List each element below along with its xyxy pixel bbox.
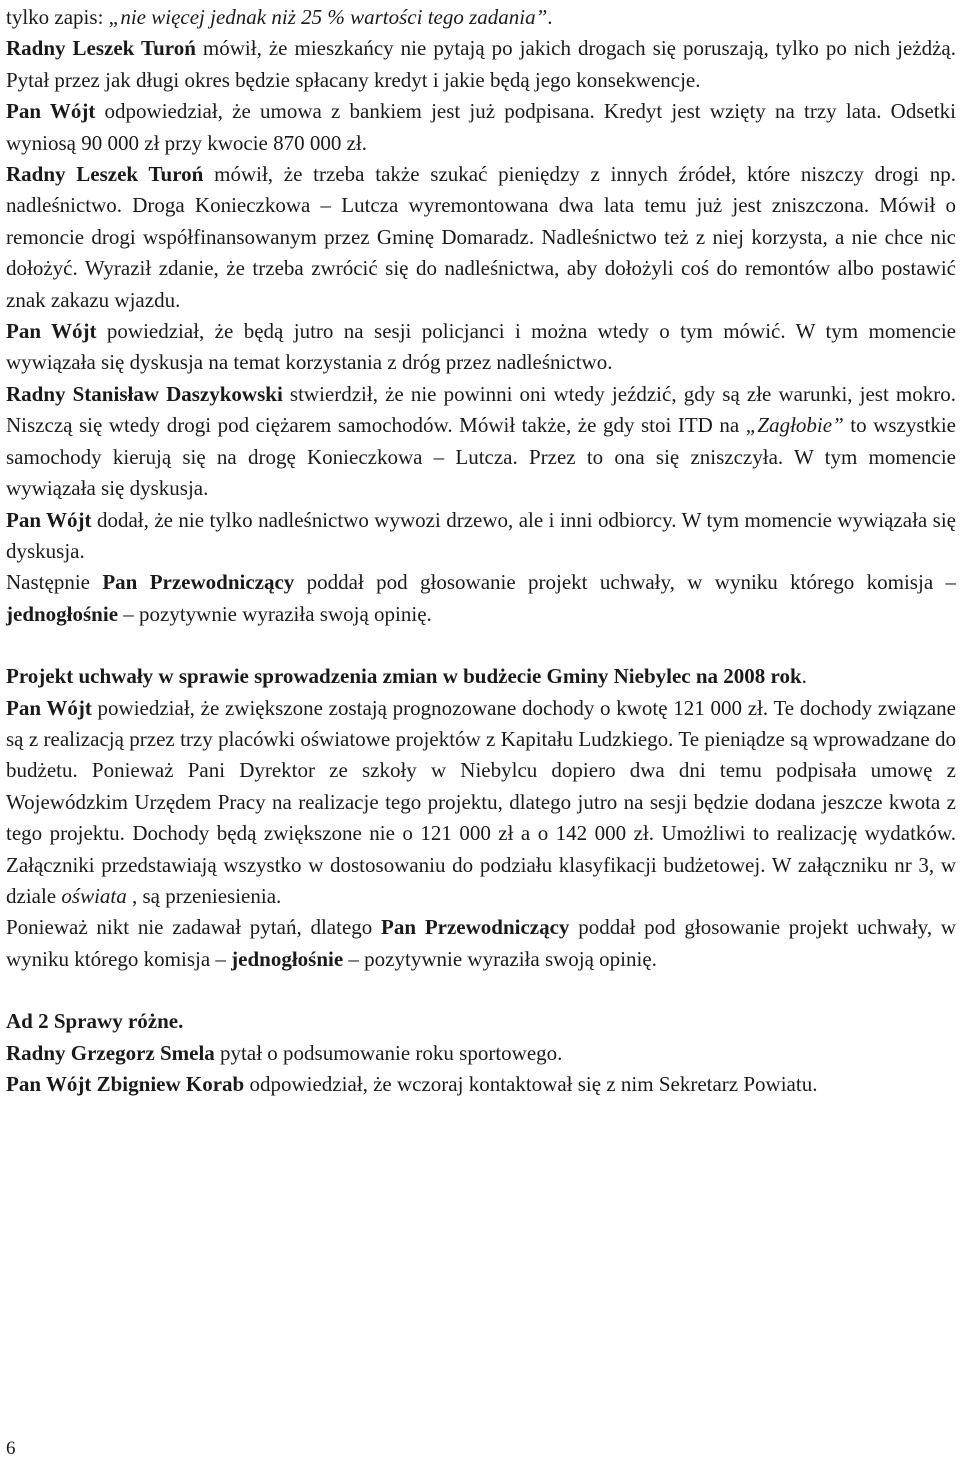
text-run: powiedział, że będą jutro na sesji policjanci i można wtedy o tym mówić. W tym momencie wywiązała się dyskusja na temat korzystania z dróg przez nadleśnictwo.	[6, 319, 956, 375]
paragraph-p1	[6, 2, 956, 33]
italic-text: „nie więcej jednak niż 25 % wartości tego zadania”	[108, 5, 548, 29]
bold-text: Pan Wójt	[6, 695, 92, 720]
text-run: odpowiedział, że umowa z bankiem jest już podpisana. Kredyt jest wzięty na trzy lata. Odsetki wyniosą 90 000 zł przy kwocie 870 000 zł.	[6, 99, 956, 155]
paragraph-p5	[6, 316, 956, 379]
bold-text: Pan Przewodniczący	[102, 570, 295, 595]
bold-text: jednogłośnie	[6, 601, 119, 626]
bold-text: Radny Stanisław Daszykowski	[6, 381, 283, 406]
text-run: to wszystkie samochody kierują się na drogę Konieczkowa – Lutcza. Przez to ona się zniszczyła. W tym momencie wywiązała się dyskusja.	[6, 413, 956, 501]
italic-text: oświata	[61, 883, 127, 908]
bold-text: Pan Wójt	[6, 507, 92, 532]
bold-text: Pan Wójt	[6, 319, 97, 344]
paragraph-p2	[6, 33, 956, 96]
italic-text: „Zagłobie”	[745, 413, 844, 438]
text-run: powiedział, że zwiększone zostają prognozowane dochody o kwotę 121 000 zł. Te dochody związane są z realizacją przez trzy placówki oświatowe projektów z Kapitału Ludzkiego. Te pieniądze są wprowadzane do budżetu. Ponieważ Pani Dyrektor ze szkoły w Niebylcu dopiero dwa dni temu podpisała umowę z Wojewódzkim Urzędem Pracy na realizacje tego projektu, dlatego jutro na sesji będzie dodana jeszcze kwota z tego projektu. Dochody będą zwiększone nie o 121 000 zł a o 142 000 zł. Umożliwi to realizację wydatków. Załączniki przedstawiają wszystko w dostosowaniu do podziału klasyfikacji budżetowej. W załączniku nr 3, w dziale	[6, 695, 956, 908]
text-run: tylko zapis:	[6, 5, 109, 29]
paragraph-p11	[6, 912, 956, 975]
bold-text: Pan Wójt	[6, 99, 96, 124]
text-run: stwierdził, że nie powinni oni wtedy jeździć, gdy są złe warunki, jest mokro. Niszczą się wtedy drogi pod ciężarem samochodów. Mówił także, że gdy stoi ITD na	[6, 381, 957, 438]
text-run: – pozytywnie wyraziła swoją opinię.	[118, 601, 432, 626]
paragraph-spacer	[6, 630, 956, 661]
paragraph-p3	[6, 96, 956, 159]
bold-text: Projekt uchwały w sprawie sprowadzenia zmian w budżecie Gminy Niebylec na 2008 rok	[6, 664, 802, 689]
paragraph-p4	[6, 159, 956, 316]
text-run: – pozytywnie wyraziła swoją opinię.	[343, 946, 657, 971]
bold-text: Radny Leszek Turoń	[6, 36, 196, 61]
paragraph-p8	[6, 567, 956, 630]
paragraph-spacer	[6, 975, 956, 1006]
text-run: Ponieważ nikt nie zadawał pytań, dlatego	[6, 915, 382, 940]
page-number: 6	[6, 1438, 16, 1459]
paragraph-p13	[6, 1038, 956, 1069]
bold-text: Ad 2 Sprawy różne.	[6, 1009, 184, 1034]
bold-text: Radny Leszek Turoń	[6, 162, 204, 187]
text-run: .	[547, 5, 553, 29]
paragraph-p9	[6, 661, 956, 692]
paragraph-p12	[6, 1006, 956, 1037]
text-run: Następnie	[6, 570, 103, 595]
bold-text: Radny Grzegorz Smela	[6, 1040, 215, 1065]
text-run: poddał pod głosowanie projekt uchwały, w wyniku którego komisja –	[294, 570, 956, 595]
bold-text: Pan Wójt Zbigniew Korab	[6, 1072, 245, 1096]
document-page	[6, 2, 956, 1100]
text-run: dodał, że nie tylko nadleśnictwo wywozi drzewo, ale i inni odbiorcy. W tym momencie wywiązała się dyskusja.	[6, 507, 956, 563]
paragraph-p7	[6, 505, 956, 568]
text-run: .	[801, 664, 807, 689]
paragraph-p10	[6, 693, 956, 913]
text-run: pytał o podsumowanie roku sportowego.	[214, 1040, 563, 1065]
text-run: mówił, że trzeba także szukać pieniędzy z innych źródeł, które niszczy drogi np. nadleśnictwo. Droga Konieczkowa – Lutcza wyremontowana dwa lata temu już jest zniszczona. Mówił o remoncie drogi współfinansowanym przez Gminę Domaradz. Nadleśnictwo też z niej korzysta, a nie chce nic dołożyć. Wyraził zdanie, że trzeba zwrócić się do nadleśnictwa, aby dołożyli coś do remontów albo postawić znak zakazu wjazdu.	[6, 162, 956, 312]
text-run: poddał pod głosowanie projekt uchwały, w wyniku którego komisja –	[6, 915, 956, 971]
bold-text: Pan Przewodniczący	[381, 915, 570, 940]
paragraph-p14	[6, 1069, 956, 1100]
paragraph-p6	[6, 379, 956, 505]
document-body	[6, 2, 956, 1100]
bold-text: jednogłośnie	[231, 946, 344, 971]
text-run: odpowiedział, że wczoraj kontaktował się z nim Sekretarz Powiatu.	[244, 1072, 818, 1096]
text-run: , są przeniesienia.	[126, 883, 282, 908]
text-run: mówił, że mieszkańcy nie pytają po jakich drogach się poruszają, tylko po nich jeżdżą. Pytał przez jak długi okres będzie spłacany kredyt i jakie będą jego konsekwencje.	[6, 36, 956, 92]
